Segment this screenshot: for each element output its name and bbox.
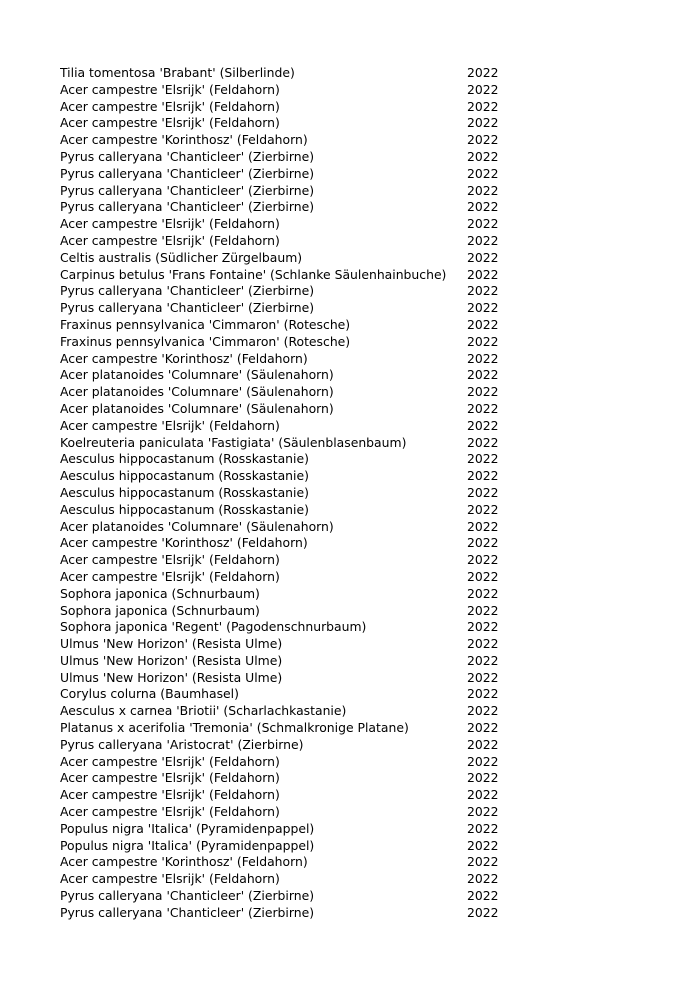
planting-year: 2022 <box>467 468 499 484</box>
tree-name: Acer campestre 'Elsrijk' (Feldahorn) <box>60 232 280 248</box>
list-item <box>60 535 510 552</box>
tree-name: Aesculus hippocastanum (Rosskastanie) <box>60 484 309 500</box>
planting-year: 2022 <box>467 199 499 215</box>
list-item <box>60 166 510 183</box>
list-item <box>60 451 510 468</box>
list-item <box>60 586 510 603</box>
list-item <box>60 435 510 452</box>
tree-name: Acer campestre 'Elsrijk' (Feldahorn) <box>60 770 280 786</box>
list-item <box>60 401 510 418</box>
list-item <box>60 317 510 334</box>
tree-name: Acer campestre 'Elsrijk' (Feldahorn) <box>60 804 280 820</box>
list-item <box>60 703 510 720</box>
tree-name: Pyrus calleryana 'Aristocrat' (Zierbirne) <box>60 736 304 752</box>
list-item <box>60 132 510 149</box>
list-item <box>60 115 510 132</box>
planting-year: 2022 <box>467 434 499 450</box>
list-item <box>60 754 510 771</box>
planting-year: 2022 <box>467 904 499 920</box>
planting-year: 2022 <box>467 98 499 114</box>
planting-year: 2022 <box>467 652 499 668</box>
tree-name: Carpinus betulus 'Frans Fontaine' (Schlanke Säulenhainbuche) <box>60 266 447 282</box>
planting-year: 2022 <box>467 316 499 332</box>
planting-year: 2022 <box>467 535 499 551</box>
list-item <box>60 720 510 737</box>
list-item <box>60 636 510 653</box>
tree-list <box>60 65 510 922</box>
tree-name: Acer campestre 'Elsrijk' (Feldahorn) <box>60 98 280 114</box>
tree-name: Pyrus calleryana 'Chanticleer' (Zierbirne) <box>60 165 315 181</box>
tree-name: Celtis australis (Südlicher Zürgelbaum) <box>60 249 303 265</box>
tree-name: Populus nigra 'Italica' (Pyramidenpappel) <box>60 820 315 836</box>
tree-name: Acer campestre 'Korinthosz' (Feldahorn) <box>60 535 308 551</box>
planting-year: 2022 <box>467 871 499 887</box>
tree-name: Acer campestre 'Elsrijk' (Feldahorn) <box>60 552 280 568</box>
list-item <box>60 770 510 787</box>
list-item <box>60 418 510 435</box>
tree-name: Acer platanoides 'Columnare' (Säulenahorn) <box>60 518 334 534</box>
list-item <box>60 334 510 351</box>
planting-year: 2022 <box>467 854 499 870</box>
planting-year: 2022 <box>467 400 499 416</box>
tree-name: Aesculus hippocastanum (Rosskastanie) <box>60 501 309 517</box>
tree-name: Acer campestre 'Elsrijk' (Feldahorn) <box>60 216 280 232</box>
tree-name: Acer campestre 'Elsrijk' (Feldahorn) <box>60 871 280 887</box>
planting-year: 2022 <box>467 568 499 584</box>
list-item <box>60 838 510 855</box>
planting-year: 2022 <box>467 350 499 366</box>
planting-year: 2022 <box>467 820 499 836</box>
list-item <box>60 854 510 871</box>
planting-year: 2022 <box>467 753 499 769</box>
tree-name: Acer campestre 'Elsrijk' (Feldahorn) <box>60 417 280 433</box>
planting-year: 2022 <box>467 720 499 736</box>
planting-year: 2022 <box>467 249 499 265</box>
tree-name: Acer campestre 'Korinthosz' (Feldahorn) <box>60 854 308 870</box>
tree-name: Pyrus calleryana 'Chanticleer' (Zierbirne) <box>60 182 315 198</box>
tree-name: Pyrus calleryana 'Chanticleer' (Zierbirne) <box>60 148 315 164</box>
tree-name: Tilia tomentosa 'Brabant' (Silberlinde) <box>60 65 295 80</box>
list-item <box>60 804 510 821</box>
tree-name: Koelreuteria paniculata 'Fastigiata' (Säulenblasenbaum) <box>60 434 407 450</box>
planting-year: 2022 <box>467 619 499 635</box>
tree-name: Acer campestre 'Elsrijk' (Feldahorn) <box>60 787 280 803</box>
list-item <box>60 821 510 838</box>
tree-name: Sophora japonica (Schnurbaum) <box>60 602 260 618</box>
tree-name: Acer campestre 'Elsrijk' (Feldahorn) <box>60 115 280 131</box>
planting-year: 2022 <box>467 417 499 433</box>
tree-name: Sophora japonica (Schnurbaum) <box>60 585 260 601</box>
tree-name: Pyrus calleryana 'Chanticleer' (Zierbirne) <box>60 904 315 920</box>
tree-name: Pyrus calleryana 'Chanticleer' (Zierbirne) <box>60 300 315 316</box>
tree-name: Aesculus hippocastanum (Rosskastanie) <box>60 468 309 484</box>
planting-year: 2022 <box>467 384 499 400</box>
tree-name: Aesculus x carnea 'Briotii' (Scharlachkastanie) <box>60 703 347 719</box>
planting-year: 2022 <box>467 333 499 349</box>
tree-name: Ulmus 'New Horizon' (Resista Ulme) <box>60 669 283 685</box>
tree-name: Platanus x acerifolia 'Tremonia' (Schmalkronige Platane) <box>60 720 409 736</box>
list-item <box>60 686 510 703</box>
planting-year: 2022 <box>467 837 499 853</box>
planting-year: 2022 <box>467 703 499 719</box>
tree-name: Corylus colurna (Baumhasel) <box>60 686 239 702</box>
tree-name: Populus nigra 'Italica' (Pyramidenpappel) <box>60 837 315 853</box>
planting-year: 2022 <box>467 787 499 803</box>
list-item <box>60 502 510 519</box>
list-item <box>60 888 510 905</box>
planting-year: 2022 <box>467 115 499 131</box>
tree-name: Acer platanoides 'Columnare' (Säulenahorn) <box>60 400 334 416</box>
planting-year: 2022 <box>467 367 499 383</box>
planting-year: 2022 <box>467 888 499 904</box>
tree-name: Fraxinus pennsylvanica 'Cimmaron' (Rotesche) <box>60 333 351 349</box>
list-item <box>60 149 510 166</box>
list-item <box>60 99 510 116</box>
list-item <box>60 569 510 586</box>
tree-name: Pyrus calleryana 'Chanticleer' (Zierbirne) <box>60 283 315 299</box>
tree-name: Ulmus 'New Horizon' (Resista Ulme) <box>60 636 283 652</box>
tree-name: Acer campestre 'Elsrijk' (Feldahorn) <box>60 568 280 584</box>
planting-year: 2022 <box>467 501 499 517</box>
list-item <box>60 670 510 687</box>
list-item <box>60 653 510 670</box>
list-item <box>60 367 510 384</box>
list-item <box>60 283 510 300</box>
planting-year: 2022 <box>467 669 499 685</box>
tree-name: Fraxinus pennsylvanica 'Cimmaron' (Rotesche) <box>60 316 351 332</box>
planting-year: 2022 <box>467 148 499 164</box>
planting-year: 2022 <box>467 686 499 702</box>
list-item <box>60 233 510 250</box>
list-item <box>60 485 510 502</box>
list-item <box>60 871 510 888</box>
planting-year: 2022 <box>467 518 499 534</box>
tree-name: Ulmus 'New Horizon' (Resista Ulme) <box>60 652 283 668</box>
planting-year: 2022 <box>467 484 499 500</box>
list-item <box>60 787 510 804</box>
list-item <box>60 905 510 922</box>
tree-name: Acer campestre 'Elsrijk' (Feldahorn) <box>60 81 280 97</box>
list-item <box>60 552 510 569</box>
list-item <box>60 519 510 536</box>
planting-year: 2022 <box>467 65 499 80</box>
planting-year: 2022 <box>467 736 499 752</box>
tree-name: Aesculus hippocastanum (Rosskastanie) <box>60 451 309 467</box>
planting-year: 2022 <box>467 182 499 198</box>
list-item <box>60 737 510 754</box>
list-item <box>60 65 510 82</box>
list-item <box>60 351 510 368</box>
list-item <box>60 619 510 636</box>
tree-name: Pyrus calleryana 'Chanticleer' (Zierbirne) <box>60 199 315 215</box>
planting-year: 2022 <box>467 451 499 467</box>
tree-name: Acer platanoides 'Columnare' (Säulenahorn) <box>60 384 334 400</box>
planting-year: 2022 <box>467 165 499 181</box>
planting-year: 2022 <box>467 300 499 316</box>
tree-name: Acer campestre 'Korinthosz' (Feldahorn) <box>60 350 308 366</box>
list-item <box>60 468 510 485</box>
planting-year: 2022 <box>467 81 499 97</box>
list-item <box>60 216 510 233</box>
planting-year: 2022 <box>467 804 499 820</box>
list-item <box>60 199 510 216</box>
list-item <box>60 300 510 317</box>
tree-name: Pyrus calleryana 'Chanticleer' (Zierbirne) <box>60 888 315 904</box>
planting-year: 2022 <box>467 132 499 148</box>
planting-year: 2022 <box>467 266 499 282</box>
list-item <box>60 603 510 620</box>
list-item <box>60 267 510 284</box>
list-item <box>60 384 510 401</box>
list-item <box>60 250 510 267</box>
tree-name: Acer platanoides 'Columnare' (Säulenahorn) <box>60 367 334 383</box>
tree-name: Sophora japonica 'Regent' (Pagodenschnurbaum) <box>60 619 367 635</box>
planting-year: 2022 <box>467 283 499 299</box>
planting-year: 2022 <box>467 232 499 248</box>
planting-year: 2022 <box>467 216 499 232</box>
planting-year: 2022 <box>467 602 499 618</box>
list-item <box>60 183 510 200</box>
list-item <box>60 82 510 99</box>
planting-year: 2022 <box>467 552 499 568</box>
planting-year: 2022 <box>467 636 499 652</box>
planting-year: 2022 <box>467 770 499 786</box>
tree-name: Acer campestre 'Elsrijk' (Feldahorn) <box>60 753 280 769</box>
tree-name: Acer campestre 'Korinthosz' (Feldahorn) <box>60 132 308 148</box>
planting-year: 2022 <box>467 585 499 601</box>
